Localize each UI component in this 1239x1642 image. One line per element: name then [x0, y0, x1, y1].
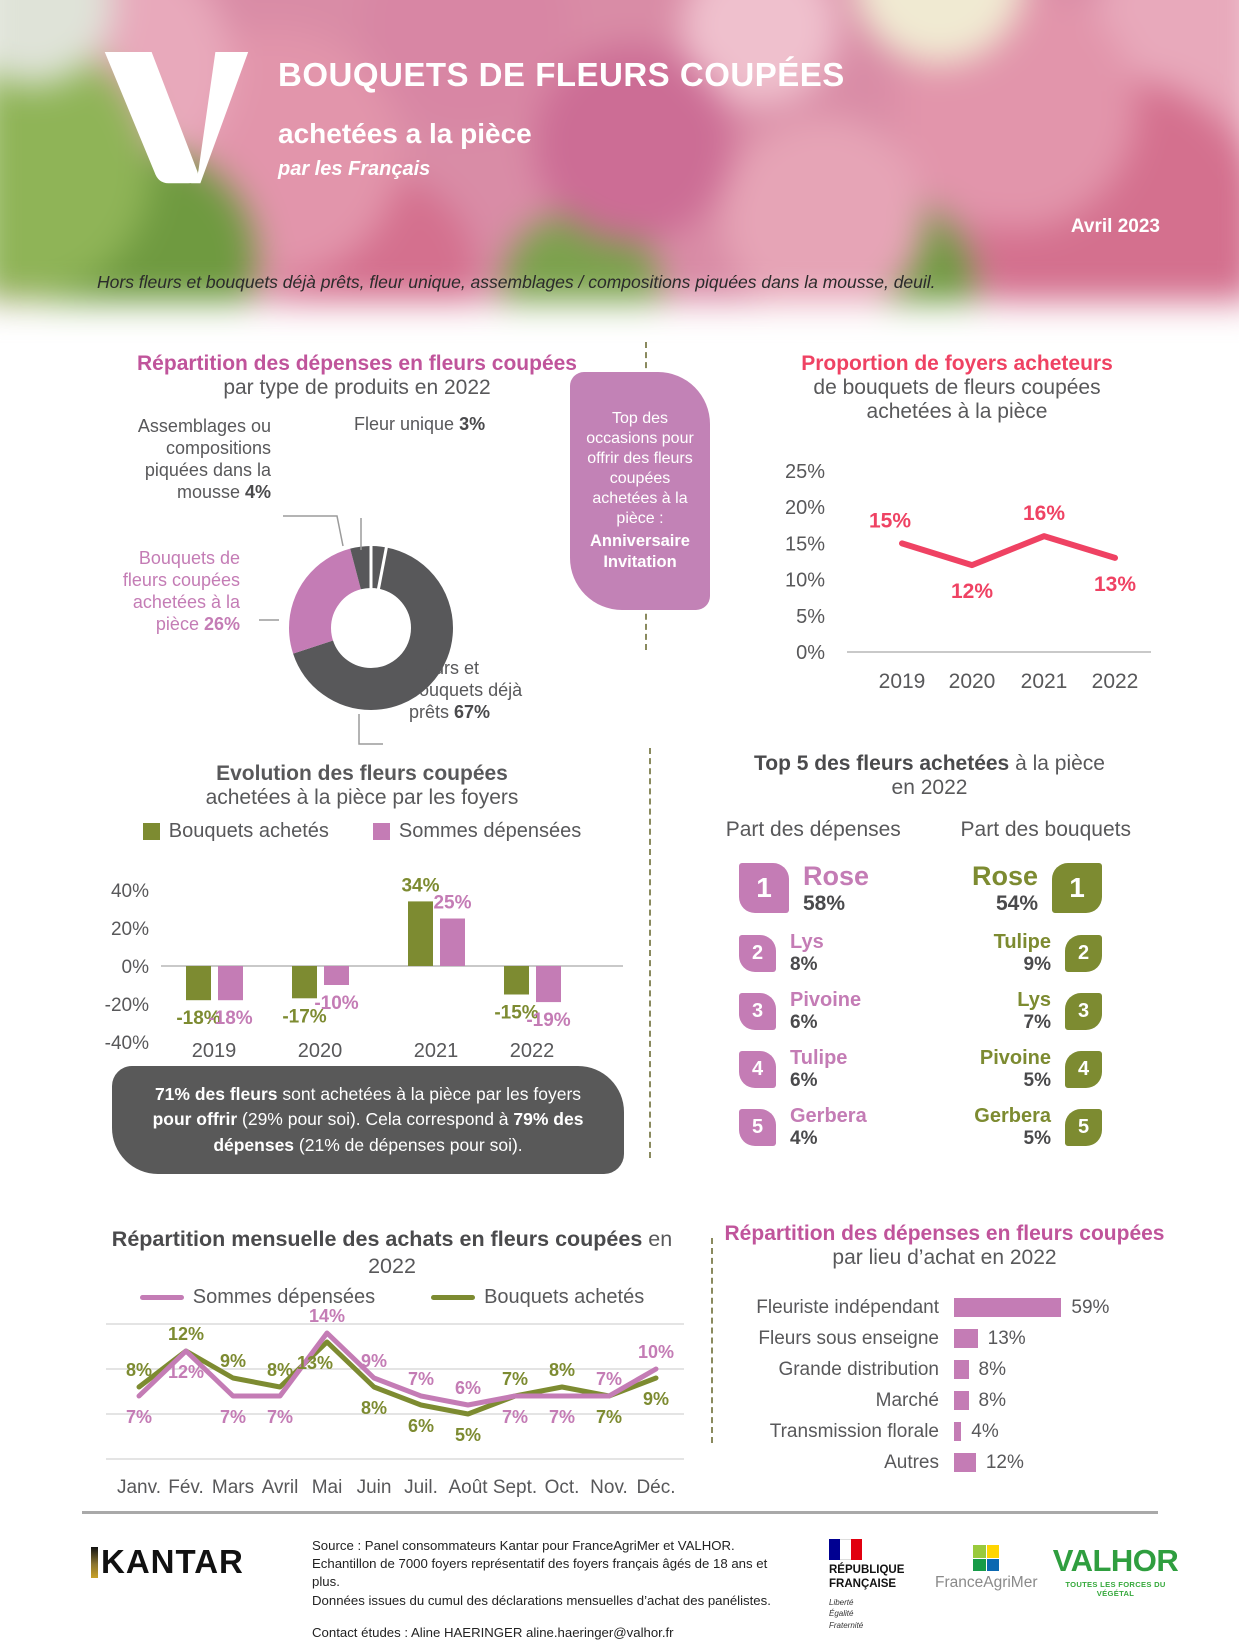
chart-label: 10%	[784, 569, 825, 592]
chart-label: 13%	[1093, 572, 1137, 596]
column-header-depenses: Part des dépenses	[725, 818, 901, 841]
top5-row	[697, 1047, 930, 1092]
key-fact-text: (29% pour soi). Cela correspond à	[237, 1109, 514, 1130]
legend-item-sommes	[373, 820, 581, 843]
chart-label: 9%	[360, 1350, 388, 1371]
rf-line: RÉPUBLIQUE	[829, 1564, 905, 1576]
chart-label: 5%	[796, 605, 825, 628]
callout-bouquets-piece	[123, 548, 240, 636]
rank-number: 3	[1077, 1000, 1090, 1022]
rank-number: 2	[1077, 942, 1090, 964]
chart-label: 5%	[454, 1424, 482, 1445]
callout-text: compositions	[165, 437, 271, 458]
callout-text: bouquets déjà	[409, 679, 523, 700]
lieu-value: 8%	[978, 1358, 1007, 1380]
lieu-row	[717, 1447, 1172, 1478]
chart-label: 8%	[360, 1397, 388, 1418]
top5-row	[697, 989, 930, 1034]
page-subtitle: achetées a la pièce	[278, 118, 532, 149]
flower-name: Gerbera	[790, 1105, 867, 1127]
callout-text: fleurs coupées	[122, 569, 240, 590]
flower-name: Lys	[790, 931, 824, 953]
bar	[408, 901, 433, 966]
dashed-separator	[649, 748, 651, 1158]
flower-value: 9%	[1023, 954, 1051, 975]
chart-label: Fév.	[168, 1476, 204, 1498]
lieu-bar	[954, 1453, 976, 1472]
chart-label: 0%	[796, 642, 825, 664]
chart-label: 40%	[110, 881, 149, 902]
header-banner	[57, 0, 1182, 252]
rf-motto-line: Liberté	[829, 1597, 854, 1607]
proportion-subtitle-2: achetées à la pièce	[866, 400, 1048, 423]
callout-text: piquées dans la	[144, 459, 271, 480]
lieu-label: Autres	[884, 1451, 939, 1473]
key-fact-text: (21% de dépenses pour soi).	[294, 1134, 523, 1155]
flower-value: 6%	[790, 1012, 818, 1033]
chart-label: 16%	[1022, 502, 1066, 526]
flower-value: 8%	[790, 954, 818, 975]
lieu-label: Marché	[875, 1389, 939, 1411]
chart-label: Nov.	[590, 1476, 628, 1498]
olive-line-icon	[431, 1295, 475, 1300]
page-title: BOUQUETS DE FLEURS COUPÉES	[278, 56, 845, 93]
chart-label: -40%	[104, 1033, 149, 1054]
occasions-callout-box	[570, 372, 710, 610]
chart-label: 34%	[401, 875, 440, 897]
flower-name: Tulipe	[790, 1047, 848, 1069]
dashed-separator	[711, 1238, 713, 1443]
republique-francaise-logo	[829, 1539, 904, 1631]
proportion-subtitle-1: de bouquets de fleurs coupées	[813, 376, 1101, 399]
lieu-bar	[954, 1422, 961, 1441]
chart-label: 25%	[784, 461, 825, 483]
rank-number: 4	[1077, 1058, 1090, 1080]
chart-label: 6%	[407, 1415, 435, 1436]
callout-line	[359, 714, 383, 744]
rank-number: 1	[1069, 872, 1085, 903]
chart-label: 2019	[191, 1040, 237, 1062]
chart-label: 8%	[125, 1359, 153, 1380]
chart-label: 7%	[501, 1406, 529, 1427]
chart-label: 2020	[948, 670, 996, 693]
rank-number: 1	[756, 872, 772, 903]
flower-value: 54%	[995, 891, 1038, 915]
rank-badge	[739, 863, 789, 913]
legend-label: Sommes dépensées	[398, 820, 582, 842]
rank-badge	[1065, 993, 1102, 1030]
kantar-wordmark: KANTAR	[101, 1543, 244, 1580]
lieu-row	[717, 1385, 1172, 1416]
column-header-bouquets: Part des bouquets	[960, 818, 1131, 841]
callout-text: Assemblages ou	[137, 416, 271, 436]
franceagrimer-icon	[973, 1545, 999, 1571]
header-titles	[278, 56, 845, 181]
series-line	[902, 536, 1115, 565]
bar	[324, 966, 349, 985]
flower-name: Gerbera	[974, 1105, 1051, 1127]
proportion-line-chart-svg	[747, 430, 1167, 698]
donut-chart-section	[97, 352, 617, 752]
callout-text: mousse	[176, 481, 245, 502]
callout-text: Bouquets de	[138, 548, 240, 568]
chart-label: Avril	[261, 1476, 299, 1498]
callout-text: Fleurs et	[409, 658, 480, 678]
rf-motto-line: Fraternité	[829, 1620, 864, 1630]
bar	[292, 966, 317, 998]
chart-label: 7%	[595, 1406, 623, 1427]
chart-label: Mars	[211, 1476, 255, 1498]
callout-deja-prets	[409, 658, 522, 724]
source-text	[312, 1537, 782, 1642]
callout-value: 67%	[454, 701, 491, 722]
legend-label: Bouquets achetés	[484, 1285, 645, 1308]
flower-name: Pivoine	[979, 1047, 1051, 1069]
rank-badge	[739, 993, 776, 1030]
callout-fleur-unique	[354, 414, 485, 436]
lieu-bars	[717, 1292, 1172, 1478]
lieu-row	[717, 1354, 1172, 1385]
chart-label: -10%	[314, 993, 359, 1014]
chart-label: 20%	[784, 497, 825, 520]
footer-divider	[82, 1511, 1158, 1514]
bar	[504, 966, 529, 995]
occasions-highlight: Anniversaire Invitation	[590, 532, 690, 571]
evolution-legend	[97, 820, 627, 843]
chart-label: 6%	[454, 1377, 482, 1398]
chart-label: 2020	[297, 1040, 343, 1062]
evolution-title: Evolution des fleurs coupées	[216, 762, 508, 785]
rank-badge	[1052, 863, 1102, 913]
chart-label: Sept.	[492, 1476, 538, 1498]
top5-row	[697, 858, 930, 918]
franceagrimer-logo	[935, 1545, 1038, 1592]
legend-label: Sommes dépensées	[192, 1285, 376, 1308]
flower-value: 5%	[1023, 1128, 1051, 1149]
top5-row	[697, 931, 930, 976]
foyers-acheteurs-section	[747, 352, 1167, 698]
monthly-title-bold: Répartition mensuelle des achats en fleurs coupées	[111, 1227, 643, 1251]
chart-label: -19%	[526, 1010, 571, 1032]
donut-title: Répartition des dépenses en fleurs coupées	[137, 352, 577, 375]
chart-label: 2021	[1020, 670, 1068, 693]
key-fact-bold: 79% des dépenses	[213, 1109, 584, 1155]
legend-item-bouquets	[431, 1286, 644, 1309]
monthly-title	[102, 1226, 682, 1280]
chart-label: 7%	[595, 1368, 623, 1389]
lieu-title: Répartition des dépenses en fleurs coupées	[724, 1222, 1165, 1245]
chart-label: -17%	[282, 1006, 327, 1028]
top5-bouquets-column	[930, 818, 1163, 1163]
lieu-value: 59%	[1071, 1296, 1110, 1318]
key-fact-bold: pour offrir	[152, 1109, 238, 1130]
lieu-label: Fleurs sous enseigne	[758, 1327, 939, 1349]
key-fact-bold: 71% des fleurs	[154, 1084, 278, 1104]
callout-value: 3%	[459, 414, 486, 434]
chart-label: 0%	[121, 957, 149, 978]
publication-date: Avril 2023	[1070, 216, 1160, 237]
lieu-label: Fleuriste indépendant	[756, 1296, 939, 1318]
lieu-value: 12%	[985, 1451, 1024, 1473]
chart-label: 12%	[950, 580, 994, 604]
top5-title-line2: en 2022	[891, 776, 968, 799]
lieu-row	[717, 1292, 1172, 1323]
franceagrimer-wordmark: FranceAgriMer	[935, 1574, 1038, 1591]
top5-title	[697, 752, 1162, 800]
callout-value: 26%	[203, 613, 240, 634]
top5-row	[930, 1047, 1163, 1092]
rf-line: FRANÇAISE	[829, 1577, 897, 1590]
olive-square-icon	[143, 823, 160, 840]
chart-label: 2021	[413, 1040, 459, 1062]
top5-title-rest: à la pièce	[1009, 752, 1105, 775]
chart-label: 2022	[1091, 670, 1139, 693]
chart-label: 8%	[548, 1359, 576, 1380]
callout-line	[283, 516, 343, 546]
chart-label: 9%	[219, 1350, 247, 1371]
callout-text: pièce	[155, 613, 204, 634]
callout-text: Fleur unique	[354, 414, 460, 434]
chart-label: 2019	[878, 670, 926, 693]
chart-label: Oct.	[544, 1476, 580, 1498]
chart-label: 12%	[167, 1361, 205, 1382]
lieu-label: Transmission florale	[769, 1420, 939, 1442]
kantar-gold-bar-icon	[91, 1547, 98, 1578]
lieu-bar	[954, 1329, 978, 1348]
evolution-bar-chart-svg	[97, 851, 627, 1065]
page-subsubtitle: par les Français	[278, 158, 431, 180]
rf-wordmark	[829, 1564, 904, 1592]
kantar-logo	[91, 1543, 244, 1581]
callout-text: prêts	[409, 701, 455, 722]
flower-value: 4%	[790, 1128, 818, 1149]
callout-assemblages	[138, 416, 271, 504]
lieu-row	[717, 1323, 1172, 1354]
contact-line: Contact études : Aline HAERINGER aline.haeringer@valhor.fr	[312, 1624, 674, 1640]
valhor-logo	[1049, 1545, 1182, 1598]
occasions-text: Top des occasions pour offrir des fleurs coupées achetées à la pièce :	[586, 410, 694, 528]
callout-text: achetées à la	[132, 591, 240, 612]
flower-name: Tulipe	[993, 931, 1051, 953]
legend-item-bouquets	[143, 820, 329, 843]
legend-label: Bouquets achetés	[168, 820, 329, 842]
chart-label: 8%	[266, 1359, 294, 1380]
bar	[218, 966, 243, 1000]
lieu-bar	[954, 1298, 1061, 1317]
scope-note: Hors fleurs et bouquets déjà prêts, fleur unique, assemblages / compositions piquées dans la mousse, deuil.	[97, 272, 936, 292]
lieu-achat-section	[717, 1222, 1172, 1478]
rf-motto-line: Égalité	[829, 1609, 854, 1619]
chart-label: Déc.	[636, 1476, 676, 1498]
rank-badge	[1065, 1051, 1102, 1088]
evolution-section	[97, 762, 627, 1065]
bar	[186, 966, 211, 1000]
rank-badge	[739, 1051, 776, 1088]
donut-subtitle: par type de produits en 2022	[223, 376, 491, 399]
rank-badge	[739, 935, 776, 972]
chart-label: Mai	[311, 1476, 343, 1498]
lieu-value: 13%	[987, 1327, 1026, 1349]
bar	[440, 919, 465, 967]
lieu-subtitle: par lieu d’achat en 2022	[832, 1246, 1057, 1269]
chart-label: Juin	[356, 1476, 392, 1498]
rank-number: 5	[751, 1116, 764, 1138]
rank-number: 3	[751, 1000, 764, 1022]
top5-row	[697, 1105, 930, 1150]
monthly-chart-section	[92, 1226, 692, 1503]
rank-number: 4	[751, 1058, 764, 1080]
callout-value: 4%	[244, 481, 271, 502]
chart-label: -20%	[104, 995, 149, 1016]
infographic-page	[57, 0, 1182, 1640]
source-line: Echantillon de 7000 foyers représentatif des foyers français âgés de 18 ans et plus.	[312, 1556, 768, 1590]
flower-name: Lys	[1017, 989, 1051, 1011]
rank-number: 2	[751, 942, 764, 964]
valhor-wordmark: VALHOR	[1052, 1543, 1179, 1578]
chart-label: Juil.	[404, 1476, 438, 1498]
french-flag-icon	[829, 1539, 862, 1560]
rank-badge	[1065, 1109, 1102, 1146]
flower-name: Rose	[971, 860, 1038, 891]
lieu-label: Grande distribution	[778, 1358, 939, 1380]
chart-label: 20%	[110, 919, 149, 940]
evolution-subtitle: achetées à la pièce par les foyers	[205, 786, 519, 809]
top5-depenses-column	[697, 818, 930, 1163]
key-fact-box	[112, 1066, 624, 1174]
lieu-bar	[954, 1360, 969, 1379]
chart-label: 7%	[266, 1406, 294, 1427]
chart-label: 7%	[407, 1368, 435, 1389]
footer	[57, 1505, 1182, 1640]
lieu-bar	[954, 1391, 969, 1410]
chart-label: 7%	[125, 1406, 153, 1427]
flower-value: 7%	[1023, 1012, 1051, 1033]
top5-row	[930, 858, 1163, 918]
flower-value: 5%	[1023, 1070, 1051, 1091]
source-line: Données issues du cumul des déclarations mensuelles d’achat des panélistes.	[312, 1592, 771, 1608]
chart-label: -18%	[208, 1008, 253, 1030]
chart-label: 7%	[548, 1406, 576, 1427]
chart-label: Janv.	[116, 1476, 162, 1498]
monthly-title-rest: en 2022	[368, 1227, 673, 1278]
chart-label: 15%	[784, 533, 825, 556]
key-fact-text: sont achetées à la pièce par les foyers	[277, 1084, 582, 1104]
rf-motto	[829, 1597, 904, 1632]
chart-label: 25%	[433, 892, 472, 914]
chart-label: -15%	[494, 1002, 539, 1024]
monthly-line-chart-svg	[92, 1305, 692, 1503]
flower-value: 6%	[790, 1070, 818, 1091]
source-line: Source : Panel consommateurs Kantar pour FranceAgriMer et VALHOR.	[312, 1538, 735, 1553]
flower-name: Pivoine	[790, 989, 862, 1011]
chart-label: 13%	[296, 1352, 334, 1373]
mauve-line-icon	[140, 1295, 184, 1300]
lieu-value: 8%	[978, 1389, 1007, 1411]
flower-name: Rose	[803, 860, 870, 891]
top5-section	[697, 752, 1162, 1163]
lieu-row	[717, 1416, 1172, 1447]
bar	[536, 966, 561, 1002]
chart-label: 14%	[308, 1305, 346, 1326]
chart-label: 12%	[167, 1323, 205, 1344]
rank-badge	[1065, 935, 1102, 972]
chart-label: 2022	[509, 1040, 555, 1062]
proportion-title: Proportion de foyers acheteurs	[801, 352, 1113, 375]
flower-value: 58%	[803, 891, 846, 915]
chart-label: 7%	[219, 1406, 247, 1427]
chart-label: 7%	[501, 1368, 529, 1389]
lieu-value: 4%	[971, 1420, 999, 1442]
top5-row	[930, 989, 1163, 1034]
chart-label: 15%	[868, 509, 912, 533]
chart-label: Août	[448, 1476, 488, 1498]
top5-title-bold: Top 5 des fleurs achetées	[754, 752, 1010, 775]
valhor-tagline: TOUTES LES FORCES DU VÉGÉTAL	[1065, 1580, 1166, 1598]
rank-badge	[739, 1109, 776, 1146]
rank-number: 5	[1077, 1116, 1090, 1138]
chart-label: 10%	[637, 1341, 675, 1362]
valhor-v-logo-icon	[101, 50, 251, 190]
chart-label: 9%	[642, 1388, 670, 1409]
top5-columns	[697, 818, 1162, 1163]
chart-label: -18%	[176, 1008, 221, 1030]
top5-row	[930, 1105, 1163, 1150]
top5-row	[930, 931, 1163, 976]
mauve-square-icon	[373, 823, 390, 840]
monthly-legend	[92, 1286, 692, 1309]
